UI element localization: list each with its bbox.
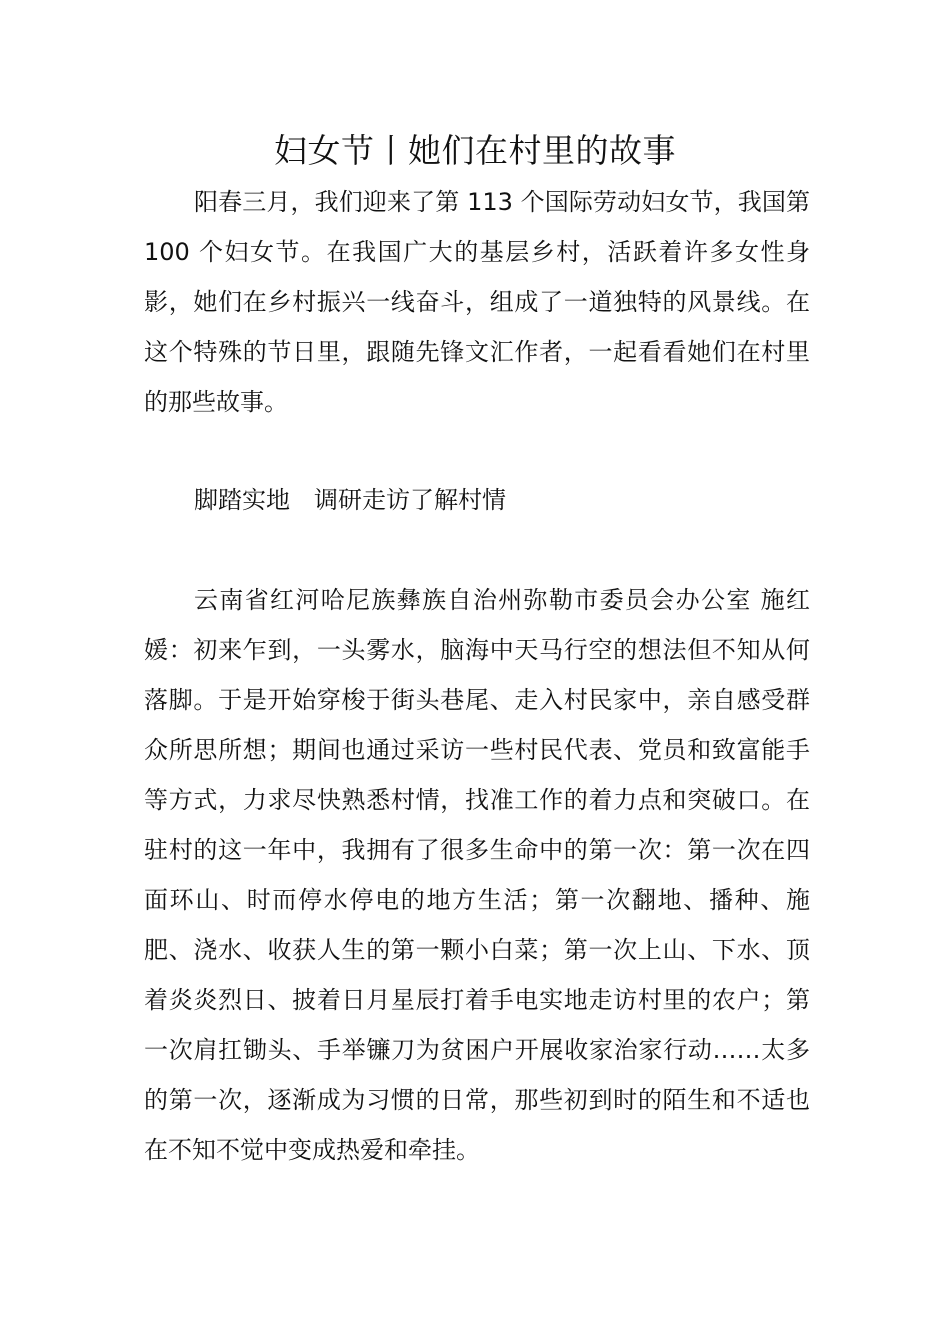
document-title: 妇女节丨她们在村里的故事 bbox=[274, 131, 676, 170]
intro-paragraph: 阳春三月，我们迎来了第 113 个国际劳动妇女节，我国第 100 个妇女节。在我国广大的基层乡村，活跃着许多女性身影，她们在乡村振兴一线奋斗，组成了一道独特的风景线。在这个特殊的节日里，跟随先锋文汇作者，一起看看她们在村里的那些故事。 bbox=[144, 188, 810, 416]
body-paragraph: 云南省红河哈尼族彝族自治州弥勒市委员会办公室 施红媛：初来乍到，一头雾水，脑海中天马行空的想法但不知从何落脚。于是开始穿梭于街头巷尾、走入村民家中，亲自感受群众所思所想；期间也通过采访一些村民代表、党员和致富能手等方式，力求尽快熟悉村情，找准工作的着力点和突破口。在驻村的这一年中，我拥有了很多生命中的第一次：第一次在四面环山、时而停水停电的地方生活；第一次翻地、播种、施肥、浇水、收获人生的第一颗小白菜；第一次上山、下水、顶着炎炎烈日、披着日月星辰打着手电实地走访村里的农户；第一次肩扛锄头、手举镰刀为贫困户开展收家治家行动……太多的第一次，逐渐成为习惯的日常，那些初到时的陌生和不适也在不知不觉中变成热爱和牵挂。 bbox=[144, 586, 810, 1164]
section-heading: 脚踏实地 调研走访了解村情 bbox=[194, 486, 506, 514]
